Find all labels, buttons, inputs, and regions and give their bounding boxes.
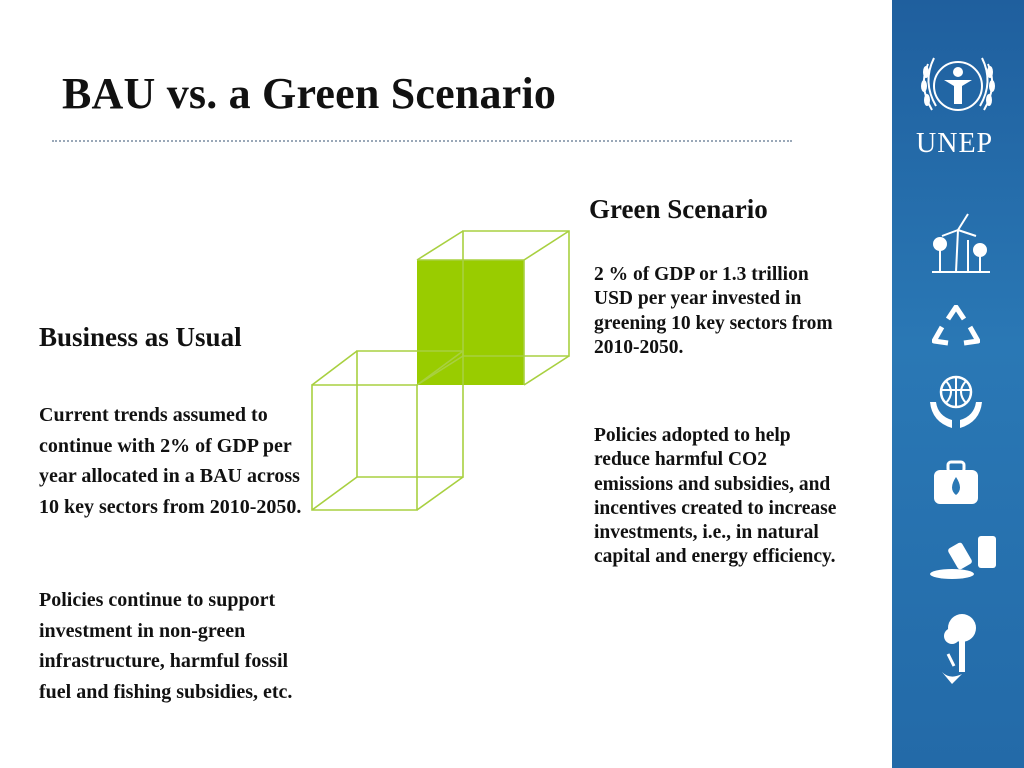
green-paragraph-2: Policies adopted to help reduce harmful CO2 emissions and subsidies, and incentives created to increase investments, i.e., in natural capital and energy efficiency. [594,425,837,568]
oil-spill-icon [930,530,998,582]
water-case-icon [932,460,980,506]
unep-sidebar [892,0,1024,768]
green-paragraph-1: 2 % of GDP or 1.3 trillion USD per year invested in greening 10 key sectors from 2010-2050. [594,264,833,358]
slide-title: BAU vs. a Green Scenario [62,69,557,118]
bau-cube-front-face [312,385,417,510]
green-heading: Green Scenario [589,194,768,224]
cubes-illustration [300,225,580,515]
title-divider [52,140,792,142]
wind-turbine-icon [932,210,992,275]
recycle-icon [932,305,980,349]
globe-hands-icon [928,372,984,432]
bau-paragraph-2: Policies continue to support investment in non-green infrastructure, harmful fossil fuel and fishing subsidies, etc. [39,589,293,703]
green-cube [417,231,569,385]
unep-emblem-icon [910,42,1006,132]
green-cube-front-face [417,260,524,385]
tree-icon [938,610,982,685]
bau-paragraph-1: Current trends assumed to continue with 2% of GDP per year allocated in a BAU across 10 key sectors from 2010-2050. [39,404,302,518]
unep-logo-text: UNEP [916,128,994,159]
bau-heading: Business as Usual [39,322,242,352]
